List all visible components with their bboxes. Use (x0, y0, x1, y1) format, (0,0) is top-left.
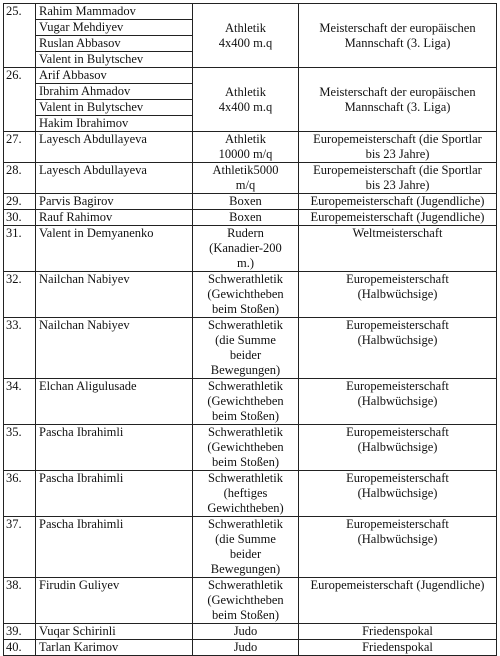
competition-line: Europemeisterschaft (346, 425, 449, 439)
competition-line: Meisterschaft der europäischen (319, 20, 476, 35)
row-number: 31. (4, 226, 36, 272)
athlete-names-cell (36, 624, 193, 640)
table-row (4, 194, 497, 210)
row-number: 33. (4, 318, 36, 379)
row-number: 34. (4, 379, 36, 425)
table-row (4, 272, 497, 318)
discipline-line: Schwerathletik (208, 318, 283, 332)
discipline-cell (193, 194, 299, 210)
athlete-name: Layesch Abdullayeva (39, 163, 147, 177)
athlete-names-cell (36, 210, 193, 226)
competition-cell (299, 517, 497, 578)
athlete-name: Rauf Rahimov (39, 210, 113, 224)
discipline-cell (193, 640, 299, 656)
table-row (4, 4, 497, 68)
athlete-name: Nailchan Nabiyev (39, 318, 130, 332)
athlete-name: Pascha Ibrahimli (39, 517, 124, 531)
athlete-names-cell (36, 272, 193, 318)
athlete-names-cell (36, 194, 193, 210)
athlete-names-cell (36, 640, 193, 656)
discipline-line: beider (229, 348, 262, 362)
discipline-line: beim Stoßen) (211, 455, 279, 469)
row-number: 35. (4, 425, 36, 471)
discipline-cell (193, 163, 299, 194)
competition-line: (Halbwüchsige) (357, 394, 438, 408)
athlete-name: Nailchan Nabiyev (39, 272, 130, 286)
athlete-name: Tarlan Karimov (39, 640, 119, 654)
athlete-name: Valent in Bulytschev (36, 100, 192, 116)
competition-cell (299, 624, 497, 640)
athlete-name: Firudin Guliyev (39, 578, 120, 592)
row-number: 32. (4, 272, 36, 318)
discipline-line: (Gewichtheben (207, 593, 284, 607)
discipline-cell (193, 272, 299, 318)
athlete-names-cell (36, 425, 193, 471)
discipline-cell (193, 132, 299, 163)
discipline-line: beim Stoßen) (211, 409, 279, 423)
competition-cell (299, 132, 497, 163)
row-number: 28. (4, 163, 36, 194)
athlete-names-cell (36, 318, 193, 379)
competition-line: Europemeisterschaft (346, 517, 449, 531)
discipline-cell (193, 4, 299, 68)
row-number: 37. (4, 517, 36, 578)
row-number: 29. (4, 194, 36, 210)
table-row (4, 318, 497, 379)
table-row (4, 68, 497, 132)
discipline-line: 10000 m/q (218, 147, 273, 161)
table-row (4, 226, 497, 272)
competition-line: Europemeisterschaft (Jugendliche) (310, 578, 485, 592)
row-number: 39. (4, 624, 36, 640)
row-number: 27. (4, 132, 36, 163)
competition-cell (299, 640, 497, 656)
competition-line: (Halbwüchsige) (357, 287, 438, 301)
table-row (4, 640, 497, 656)
competition-line: Weltmeisterschaft (352, 226, 443, 240)
competition-line: Europemeisterschaft (die Sportlar (313, 132, 482, 146)
discipline-line: Judo (233, 624, 258, 638)
results-table (3, 3, 497, 656)
competition-line: Europemeisterschaft (346, 379, 449, 393)
athlete-name: Ibrahim Ahmadov (36, 84, 192, 100)
row-number: 30. (4, 210, 36, 226)
discipline-line: Schwerathletik (208, 578, 283, 592)
table-row (4, 425, 497, 471)
competition-line: Mannschaft (3. Liga) (344, 35, 451, 50)
discipline-cell (193, 425, 299, 471)
discipline-line: Schwerathletik (208, 379, 283, 393)
discipline-line: (die Summe (215, 333, 276, 347)
competition-line: Europemeisterschaft (Jugendliche) (310, 194, 485, 208)
athlete-name: Hakim Ibrahimov (39, 116, 129, 130)
table-row (4, 163, 497, 194)
competition-cell (299, 210, 497, 226)
discipline-line: beim Stoßen) (211, 302, 279, 316)
athlete-names-cell (36, 471, 193, 517)
table-row (4, 578, 497, 624)
athlete-name: Elchan Aligulusade (39, 379, 137, 393)
discipline-line: (heftiges (223, 486, 268, 500)
competition-line: bis 23 Jahre) (365, 147, 430, 161)
competition-cell (299, 318, 497, 379)
discipline-cell (193, 226, 299, 272)
discipline-line: Athletik (225, 20, 266, 35)
competition-line: (Halbwüchsige) (357, 532, 438, 546)
athlete-names-cell (36, 163, 193, 194)
athlete-name: Vuqar Schirinli (39, 624, 116, 638)
discipline-line: Schwerathletik (208, 272, 283, 286)
discipline-line: beider (229, 547, 262, 561)
competition-cell (299, 272, 497, 318)
discipline-cell (193, 379, 299, 425)
competition-line: Mannschaft (3. Liga) (344, 99, 451, 114)
discipline-line: (Gewichtheben (207, 394, 284, 408)
competition-line: Meisterschaft der europäischen (319, 84, 476, 99)
table-row (4, 471, 497, 517)
discipline-line: Bewegungen) (210, 363, 281, 377)
discipline-cell (193, 578, 299, 624)
competition-cell (299, 4, 497, 68)
athlete-names-cell (36, 578, 193, 624)
competition-cell (299, 163, 497, 194)
discipline-line: Boxen (229, 210, 262, 224)
athlete-name: Pascha Ibrahimli (39, 471, 124, 485)
discipline-line: Schwerathletik (208, 471, 283, 485)
athlete-name: Pascha Ibrahimli (39, 425, 124, 439)
discipline-line: Judo (233, 640, 258, 654)
competition-line: Europemeisterschaft (die Sportlar (313, 163, 482, 177)
competition-line: Europemeisterschaft (346, 318, 449, 332)
competition-cell (299, 425, 497, 471)
discipline-cell (193, 624, 299, 640)
athlete-names-cell (36, 68, 193, 132)
discipline-line: Athletik (225, 84, 266, 99)
discipline-line: (Gewichtheben (207, 440, 284, 454)
discipline-cell (193, 68, 299, 132)
competition-line: (Halbwüchsige) (357, 440, 438, 454)
discipline-line: m.) (236, 256, 254, 270)
athlete-names-cell (36, 379, 193, 425)
discipline-line: Boxen (229, 194, 262, 208)
competition-line: bis 23 Jahre) (365, 178, 430, 192)
athlete-name: Layesch Abdullayeva (39, 132, 147, 146)
results-table-body (4, 4, 497, 656)
discipline-cell (193, 210, 299, 226)
athlete-name: Rahim Mammadov (36, 4, 192, 20)
row-number: 38. (4, 578, 36, 624)
athlete-name: Arif Abbasov (36, 68, 192, 84)
athlete-name: Ruslan Abbasov (36, 36, 192, 52)
competition-cell (299, 379, 497, 425)
athlete-name: Valent in Bulytschev (39, 52, 144, 66)
athlete-names-cell (36, 132, 193, 163)
discipline-line: Athletik (225, 132, 266, 146)
row-number: 36. (4, 471, 36, 517)
competition-line: Friedenspokal (362, 640, 433, 654)
competition-cell (299, 226, 497, 272)
athlete-names-cell (36, 226, 193, 272)
discipline-line: Schwerathletik (208, 517, 283, 531)
discipline-line: Schwerathletik (208, 425, 283, 439)
row-number: 25. (4, 4, 36, 68)
competition-line: (Halbwüchsige) (357, 486, 438, 500)
discipline-line: Athletik5000 (212, 163, 279, 177)
competition-cell (299, 194, 497, 210)
table-row (4, 517, 497, 578)
discipline-line: (Kanadier-200 (209, 241, 282, 255)
competition-line: Europemeisterschaft (346, 272, 449, 286)
competition-line: Friedenspokal (362, 624, 433, 638)
table-row (4, 624, 497, 640)
competition-line: Europemeisterschaft (346, 471, 449, 485)
discipline-cell (193, 471, 299, 517)
competition-cell (299, 578, 497, 624)
discipline-line: 4x400 m.q (218, 99, 273, 114)
discipline-line: beim Stoßen) (211, 608, 279, 622)
athlete-names-cell (36, 517, 193, 578)
athlete-names-cell (36, 4, 193, 68)
row-number: 26. (4, 68, 36, 132)
discipline-line: Bewegungen) (210, 562, 281, 576)
discipline-line: Gewichtheben) (207, 501, 284, 515)
row-number: 40. (4, 640, 36, 656)
competition-cell (299, 68, 497, 132)
discipline-line: (die Summe (215, 532, 276, 546)
discipline-line: 4x400 m.q (218, 35, 273, 50)
athlete-name: Vugar Mehdiyev (36, 20, 192, 36)
competition-cell (299, 471, 497, 517)
discipline-line: (Gewichtheben (207, 287, 284, 301)
discipline-cell (193, 517, 299, 578)
competition-line: (Halbwüchsige) (357, 333, 438, 347)
competition-line: Europemeisterschaft (Jugendliche) (310, 210, 485, 224)
table-row (4, 379, 497, 425)
discipline-line: Rudern (227, 226, 264, 240)
discipline-line: m/q (235, 178, 256, 192)
table-row (4, 210, 497, 226)
table-row (4, 132, 497, 163)
discipline-cell (193, 318, 299, 379)
athlete-name: Valent in Demyanenko (39, 226, 154, 240)
athlete-name: Parvis Bagirov (39, 194, 114, 208)
